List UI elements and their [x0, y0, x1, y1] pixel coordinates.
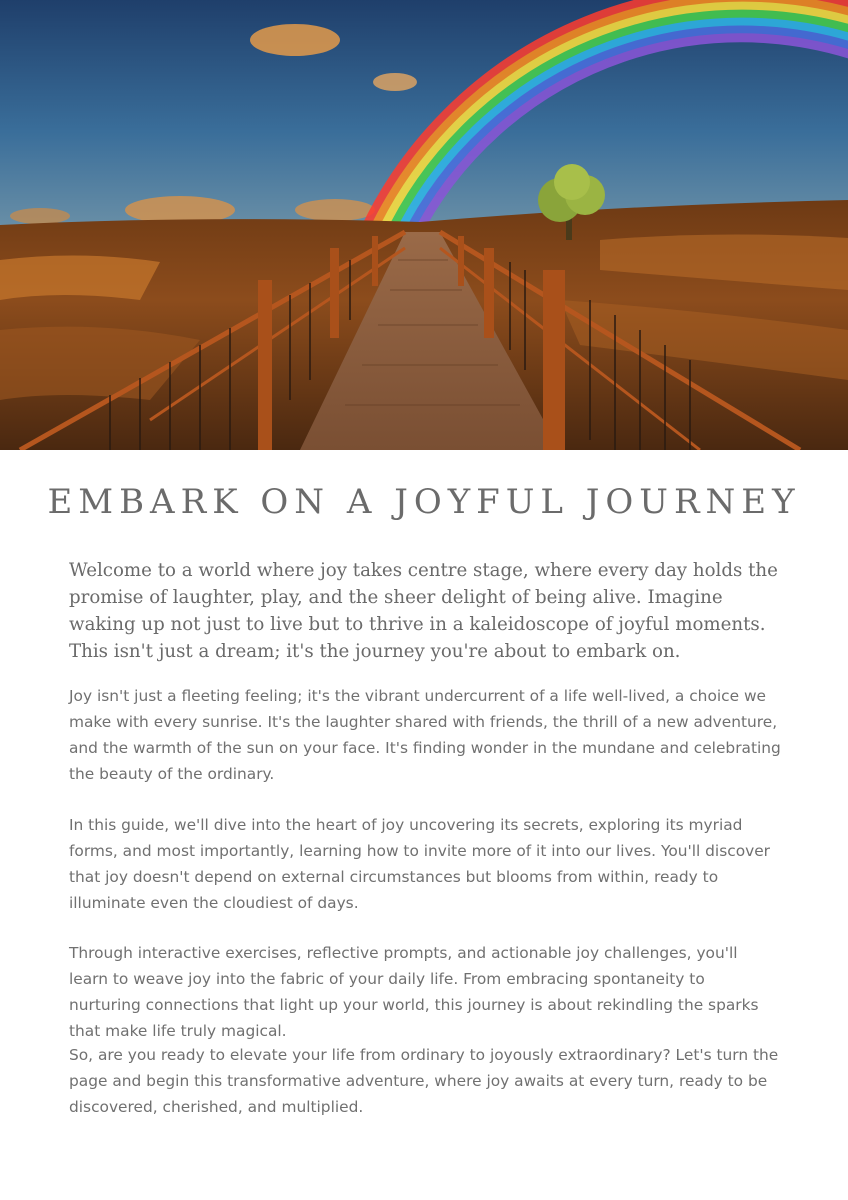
body-paragraph-4: So, are you ready to elevate your life from ordinary to joyously extraordinary? Let's turn the page and begin this transformative adventure, where joy awaits at every turn, ready to be discovered, cherished, and multiplied. — [69, 1046, 779, 1116]
rainbow-boardwalk-photo — [0, 0, 848, 450]
intro-paragraph: Welcome to a world where joy takes centre stage, where every day holds the promise of laughter, play, and the sheer delight of being alive. Imagine waking up not just to live but to thrive in a kaleidoscope of joyful moments. This isn't just a dream; it's the journey you're about to embark on. — [69, 560, 778, 662]
page-title: EMBARK ON A JOYFUL JOURNEY — [47, 482, 801, 522]
hero-image — [0, 0, 848, 450]
body-paragraph-2: In this guide, we'll dive into the heart of joy uncovering its secrets, exploring its myriad forms, and most importantly, learning how to invite more of it into our lives. You'll discover that joy doesn't depend on external circumstances but blooms from within, ready to illuminate even the cloudiest of days. — [69, 816, 771, 912]
body-paragraph-3: Through interactive exercises, reflective prompts, and actionable joy challenges, you'll learn to weave joy into the fabric of your daily life. From embracing spontaneity to nurturing connections that light up your world, this journey is about rekindling the sparks that make life truly magical. — [69, 944, 759, 1040]
body-paragraph-1: Joy isn't just a fleeting feeling; it's the vibrant undercurrent of a life well-lived, a choice we make with every sunrise. It's the laughter shared with friends, the thrill of a new adventure, and the warmth of the sun on your face. It's finding wonder in the mundane and celebrating the beauty of the ordinary. — [69, 687, 781, 783]
